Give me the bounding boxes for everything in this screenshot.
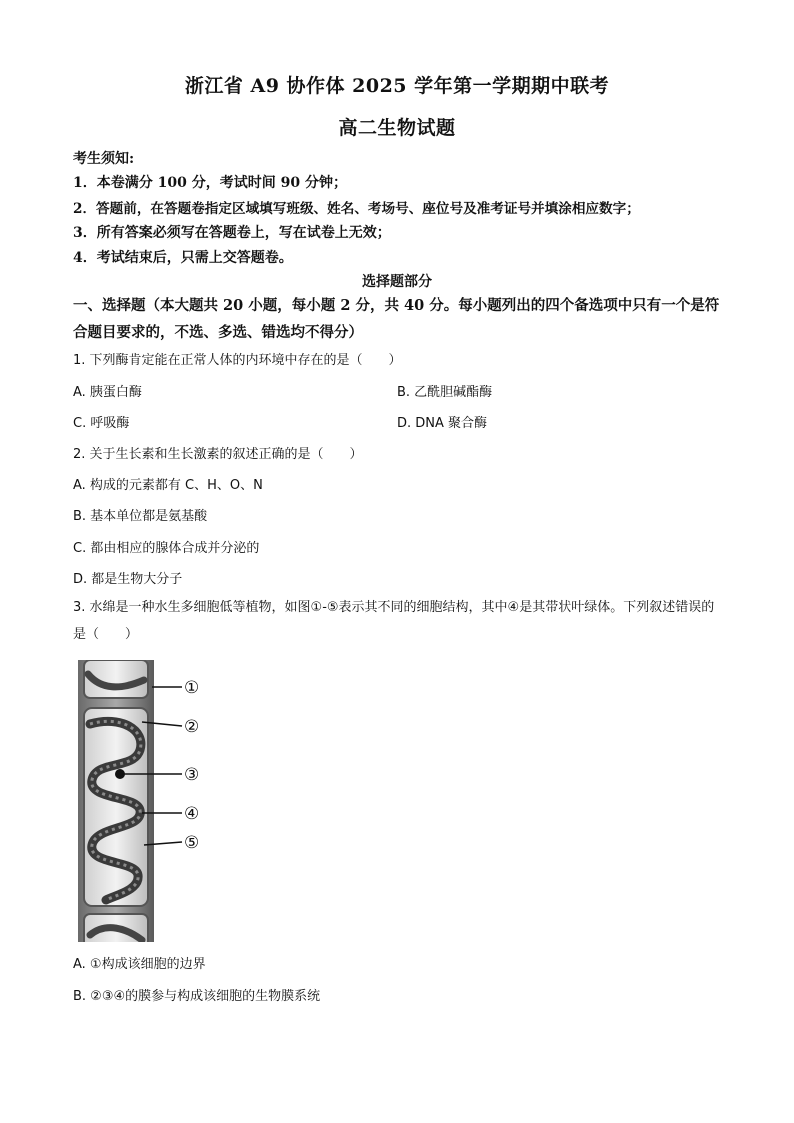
- question-3-option-a: A. ①构成该细胞的边界: [73, 957, 206, 972]
- question-2-option-c: C. 都由相应的腺体合成并分泌的: [73, 541, 260, 556]
- notice-item-2: 2．答题前，在答题卷指定区域填写班级、姓名、考场号、座位号及准考证号并填涂相应数字；: [73, 201, 640, 217]
- question-3-option-b: B. ②③④的膜参与构成该细胞的生物膜系统: [73, 989, 321, 1004]
- notice-item-3: 3．所有答案必须写在答题卷上，写在试卷上无效；: [73, 225, 391, 241]
- part-one-heading: 一、选择题（本大题共 20 小题，每小题 2 分，共 40 分。每小题列出的四个备选项中只有一个是符合题目要求的，不选、多选、错选均不得分）: [73, 297, 720, 341]
- spirogyra-cell-diagram: [76, 660, 226, 942]
- exam-subtitle: 高二生物试题: [338, 117, 456, 139]
- question-3-stem: 3. 水绵是一种水生多细胞低等植物，如图①-⑤表示其不同的细胞结构，其中④是其带状叶绿体。下列叙述错误的是（ ）: [73, 600, 715, 642]
- question-2-option-a: A. 构成的元素都有 C、H、O、N: [73, 478, 263, 493]
- question-1-option-d: D. DNA 聚合酶: [397, 416, 488, 431]
- label-3: ③: [184, 765, 200, 785]
- question-1-option-b: B. 乙酰胆碱酯酶: [397, 385, 493, 400]
- question-2-option-d: D. 都是生物大分子: [73, 572, 183, 587]
- notice-item-1: 1．本卷满分 100 分，考试时间 90 分钟；: [73, 175, 347, 191]
- question-1-option-a: A. 胰蛋白酶: [73, 385, 142, 400]
- exam-title: 浙江省 A9 协作体 2025 学年第一学期期中联考: [184, 75, 610, 97]
- label-2: ②: [184, 717, 200, 737]
- question-1-option-c: C. 呼吸酶: [73, 416, 130, 431]
- label-4: ④: [184, 804, 200, 824]
- label-1: ①: [184, 678, 200, 698]
- question-2-stem: 2. 关于生长素和生长激素的叙述正确的是（ ）: [73, 447, 363, 462]
- question-1-stem: 1. 下列酶肯定能在正常人体的内环境中存在的是（ ）: [73, 353, 402, 368]
- question-2-option-b: B. 基本单位都是氨基酸: [73, 509, 208, 524]
- section-title: 选择题部分: [362, 274, 432, 290]
- label-5: ⑤: [184, 833, 200, 853]
- notice-heading: 考生须知:: [73, 151, 135, 167]
- notice-item-4: 4．考试结束后，只需上交答题卷。: [73, 250, 293, 266]
